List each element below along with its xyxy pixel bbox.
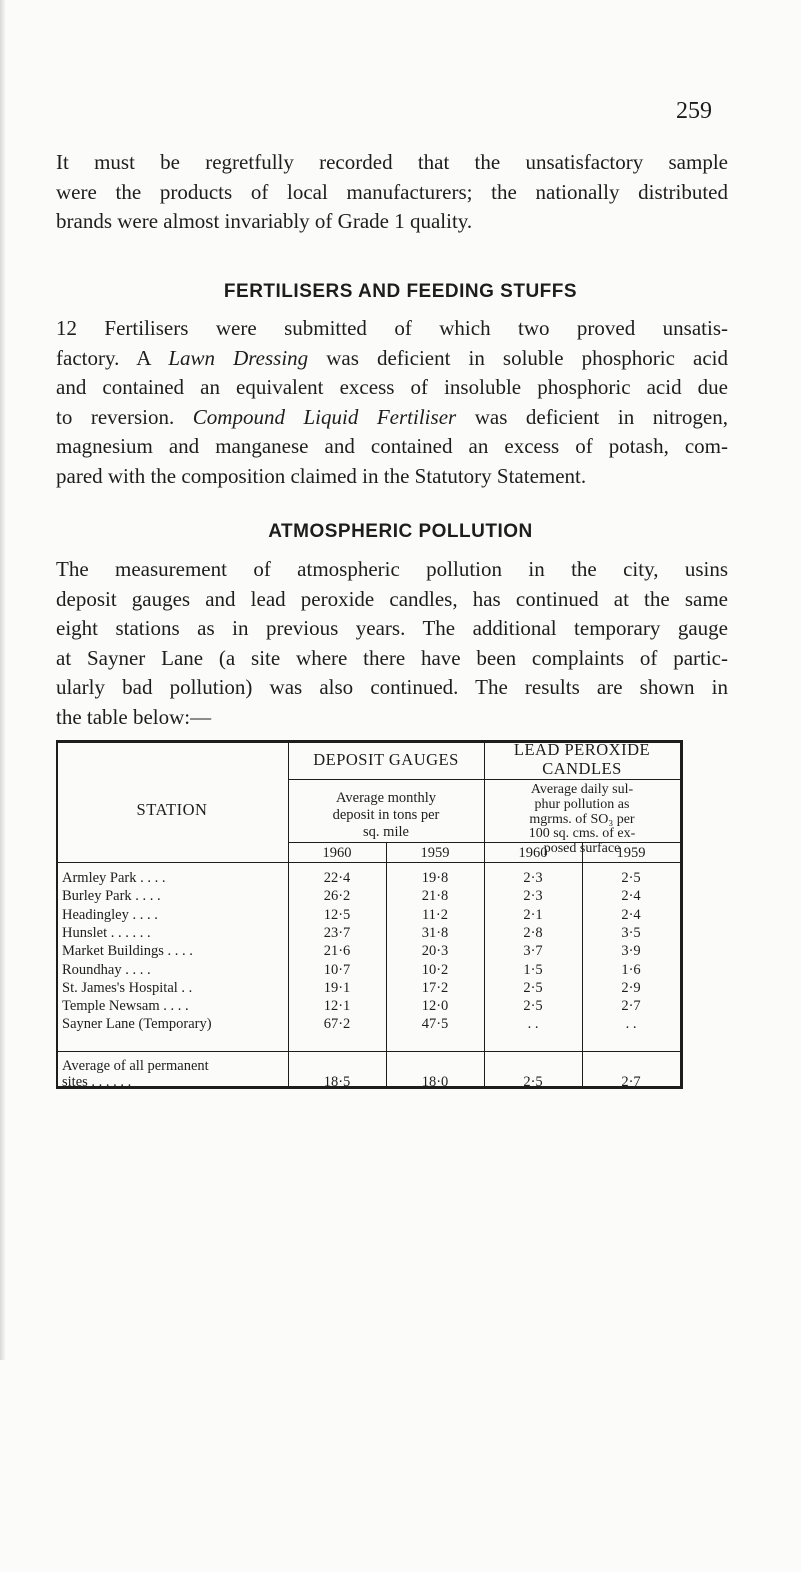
table-cell-deposit-1959: 11·2 [421, 906, 449, 923]
table-row-station: Market Buildings . . . . [62, 943, 193, 960]
table-row-station: St. James's Hospital . . [62, 979, 193, 996]
table-row-station: Armley Park . . . . [62, 870, 166, 886]
station-header: STATION [136, 800, 208, 819]
atmospheric-heading: ATMOSPHERIC POLLUTION [268, 521, 533, 542]
table-cell-lead-1959: 2·4 [621, 888, 641, 905]
intro-line: It must be regretfully recorded that the unsatisfactory sample [56, 150, 728, 174]
table-cell-deposit-1959: 20·3 [421, 943, 449, 960]
table-cell-deposit-1959: 21·8 [421, 888, 449, 905]
lead-description-line: mgrms. of SO₃ per [529, 811, 635, 827]
table-cell-deposit-1960: 23·7 [323, 924, 351, 941]
table-cell-deposit-1959: 17·2 [421, 979, 449, 996]
page-number: 259 [676, 98, 712, 124]
average-label-line: sites . . . . . . [62, 1074, 132, 1090]
atmospheric-line: ularly bad pollution) was also continued. The results are shown in [56, 675, 728, 699]
average-lead-1960: 2·5 [523, 1074, 543, 1090]
lead-description-line: phur pollution as [534, 796, 630, 812]
table-row-station: Sayner Lane (Temporary) [62, 1016, 212, 1033]
year-header-deposit-1960: 1960 [322, 845, 352, 861]
deposit-gauges-header: DEPOSIT GAUGES [313, 750, 459, 769]
fertilisers-line: to reversion. Compound Liquid Fertiliser was deficient in nitrogen, [56, 404, 728, 429]
table-cell-lead-1960: 2·3 [523, 888, 543, 905]
table-row-station: Temple Newsam . . . . [62, 998, 189, 1015]
table-cell-deposit-1960: 10·7 [323, 961, 351, 978]
lead-peroxide-header-line: CANDLES [542, 759, 622, 778]
average-lead-1959: 2·7 [621, 1074, 641, 1090]
average-deposit-1959: 18·0 [421, 1074, 449, 1090]
deposit-description-line: sq. mile [363, 824, 409, 840]
year-header-deposit-1959: 1959 [420, 845, 450, 861]
table-cell-lead-1959: 2·4 [621, 906, 641, 923]
table-cell-lead-1959: 2·5 [621, 870, 641, 886]
year-header-lead-1959: 1959 [616, 845, 646, 861]
fertilisers-line: magnesium and manganese and contained an excess of potash, com- [56, 434, 728, 458]
average-rule [56, 1051, 680, 1052]
header-group-rule [288, 779, 680, 780]
table-row-station: Roundhay . . . . [62, 961, 151, 978]
table-cell-lead-1960: . . [527, 1016, 539, 1033]
compound-liquid-fertiliser-term: Compound Liquid Fertiliser [192, 404, 457, 429]
table-cell-lead-1960: 2·8 [523, 924, 543, 941]
atmospheric-line: eight stations as in previous years. The additional temporary gauge [56, 616, 728, 640]
table-cell-lead-1959: 2·7 [621, 998, 641, 1015]
deposit-description-line: deposit in tons per [332, 807, 440, 823]
lead-description-line: posed surface [543, 841, 621, 857]
table-cell-deposit-1960: 26·2 [323, 888, 351, 905]
table-cell-lead-1959: 1·6 [621, 961, 641, 978]
table-cell-lead-1960: 2·5 [523, 998, 543, 1015]
years-rule [56, 862, 680, 863]
table-cell-deposit-1960: 21·6 [323, 943, 351, 960]
fertilisers-paragraph [56, 314, 728, 491]
table-cell-deposit-1960: 12·5 [323, 906, 351, 923]
table-cell-deposit-1959: 31·8 [421, 924, 449, 941]
atmospheric-line: the table below:— [56, 704, 212, 729]
intro-line: brands were almost invariably of Grade 1 quality. [56, 209, 473, 233]
intro-paragraph [56, 148, 728, 237]
table-cell-deposit-1960: 67·2 [323, 1016, 351, 1033]
table-cell-lead-1960: 3·7 [523, 943, 543, 960]
table-cell-lead-1960: 1·5 [523, 961, 543, 978]
deposit-description [288, 790, 484, 841]
table-left-rule [56, 740, 58, 1089]
pollution-table [56, 740, 683, 1572]
lead-peroxide-header [484, 740, 680, 778]
deposit-description-line: Average monthly [336, 790, 436, 806]
lead-description-line: 100 sq. cms. of ex- [528, 826, 636, 842]
table-cell-deposit-1960: 22·4 [323, 870, 351, 886]
page-binding-edge [0, 0, 6, 1360]
fertilisers-line: factory. A Lawn Dressing was deficient in soluble phosphoric acid [56, 345, 728, 370]
atmospheric-line: deposit gauges and lead peroxide candles, has continued at the same [56, 586, 728, 611]
atmospheric-line: The measurement of atmospheric pollution in the city, usins [56, 557, 728, 581]
lead-peroxide-header-line: LEAD PEROXIDE [513, 740, 651, 759]
table-cell-deposit-1959: 47·5 [421, 1016, 449, 1033]
table-cell-lead-1959: . . [625, 1016, 637, 1033]
atmospheric-paragraph [56, 555, 728, 732]
table-cell-deposit-1960: 12·1 [323, 998, 351, 1015]
lawn-dressing-term: Lawn Dressing [168, 345, 309, 370]
table-cell-lead-1959: 2·9 [621, 979, 641, 996]
table-cell-deposit-1959: 19·8 [421, 870, 449, 886]
table-row-station: Hunslet . . . . . . [62, 924, 151, 941]
table-cell-lead-1959: 3·9 [621, 943, 641, 960]
year-header-lead-1960: 1960 [518, 845, 548, 861]
table-row-station: Burley Park . . . . [62, 888, 161, 905]
fertilisers-line: 12 Fertilisers were submitted of which two proved unsatis- [56, 316, 728, 340]
table-cell-lead-1960: 2·3 [523, 870, 543, 886]
average-label [62, 1058, 209, 1090]
average-label-line: Average of all permanent [62, 1058, 209, 1074]
table-cell-lead-1960: 2·5 [523, 979, 543, 996]
table-row-station: Headingley . . . . [62, 906, 158, 923]
fertilisers-line: pared with the composition claimed in the Statutory Statement. [56, 463, 587, 488]
table-cell-deposit-1959: 10·2 [421, 961, 449, 978]
fertilisers-heading: FERTILISERS AND FEEDING STUFFS [223, 281, 578, 302]
table-cell-lead-1959: 3·5 [621, 924, 641, 941]
fertilisers-line: and contained an equivalent excess of insoluble phosphoric acid due [56, 375, 728, 399]
intro-line: were the products of local manufacturers; the nationally distributed [56, 179, 728, 204]
table-cell-lead-1960: 2·1 [523, 906, 543, 923]
average-deposit-1960: 18·5 [323, 1074, 351, 1090]
atmospheric-line: at Sayner Lane (a site where there have been complaints of partic- [56, 645, 728, 670]
lead-description-line: Average daily sul- [530, 782, 634, 797]
table-cell-deposit-1960: 19·1 [323, 979, 351, 996]
table-cell-deposit-1959: 12·0 [421, 998, 449, 1015]
